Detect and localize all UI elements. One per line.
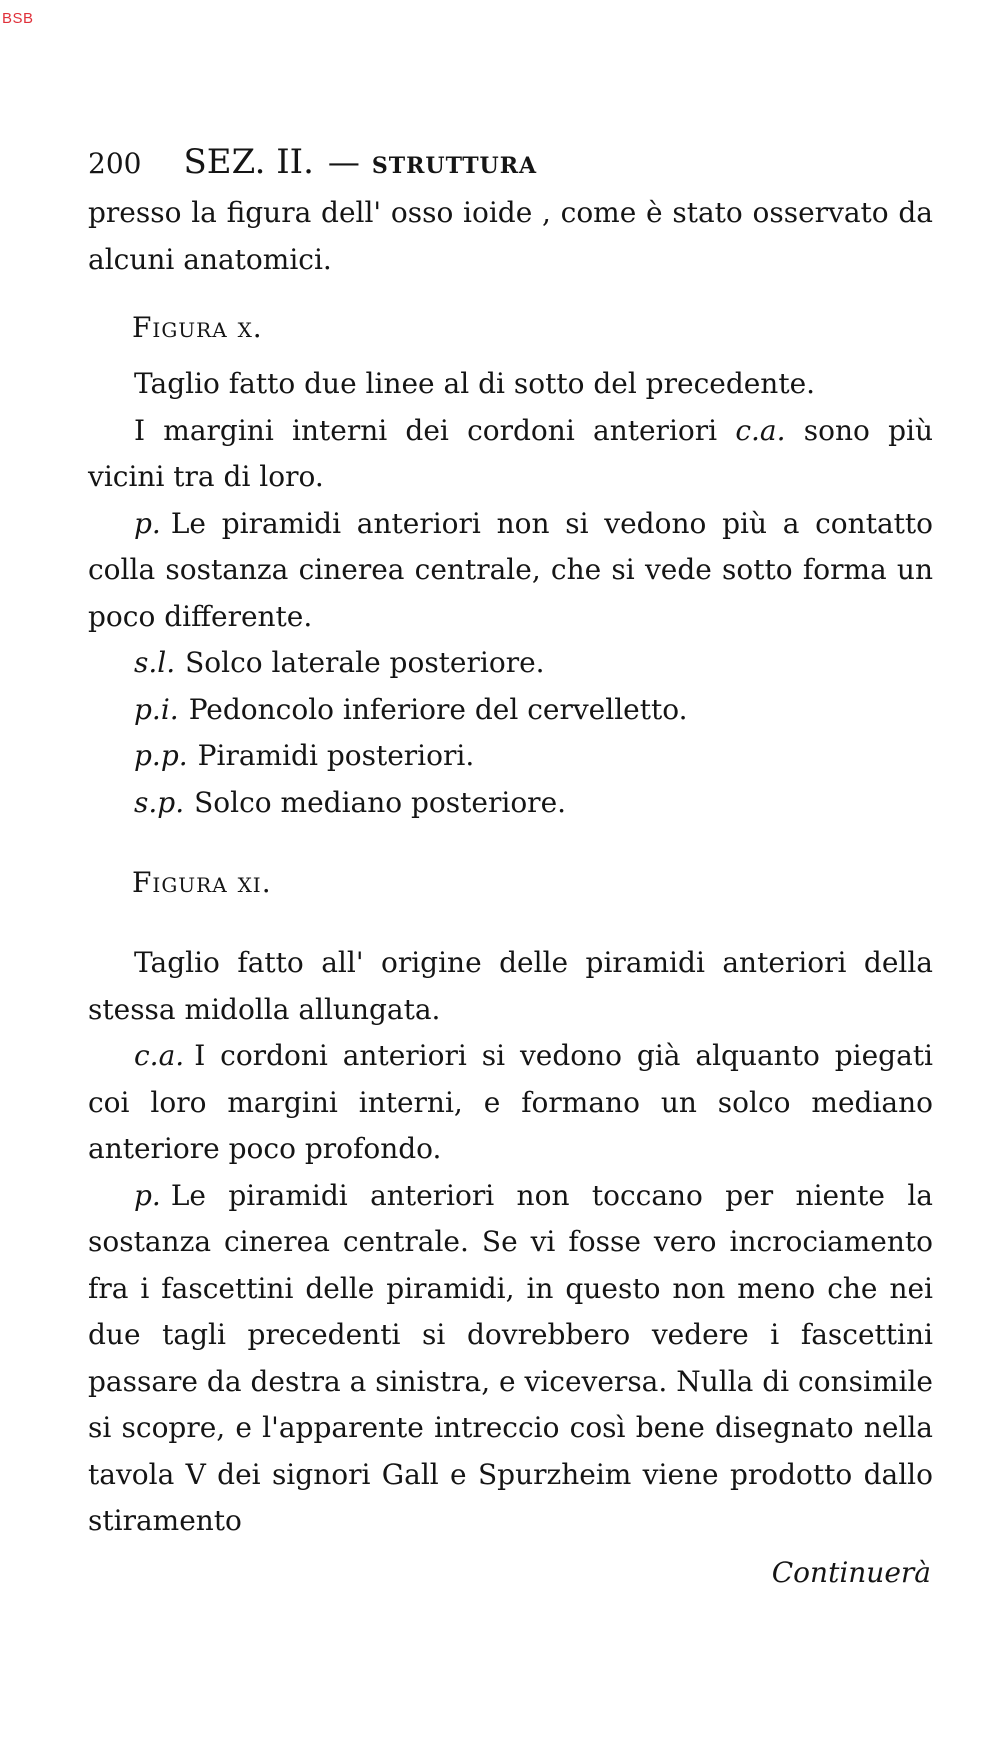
library-watermark: BSB (2, 10, 34, 27)
figure-10-p2-text-a: I margini interni dei cordoni anteriori (134, 413, 736, 447)
running-head-title: STRUTTURA (371, 153, 538, 179)
figure-10-item (88, 687, 933, 734)
figure-11-heading: Figura xi. (132, 866, 272, 899)
figure-10-item (88, 501, 933, 641)
figure-11-item (88, 1173, 933, 1545)
figure-11-item (88, 1033, 933, 1173)
catchword: Continuerà (771, 1555, 931, 1589)
running-head-dash: — (327, 143, 360, 181)
item-text: Solco laterale posteriore. (185, 646, 545, 679)
item-abbreviation: c.a. (134, 1039, 185, 1072)
item-abbreviation: s.l. (134, 646, 176, 679)
figure-10-p2-text-b: sono più vicini tra di loro. (88, 413, 933, 493)
figure-10-heading: Figura x. (132, 311, 263, 344)
figure-10-p2-abbr: c.a. (735, 413, 786, 447)
figure-10-paragraph-2 (88, 408, 933, 501)
figure-10-item (88, 733, 933, 780)
item-text: Le piramidi anteriori non toccano per niente la sostanza cinerea centrale. Se vi fosse vero incrociamento fra i fascettini delle piramidi, in questo non meno che nei due tagli precedenti si dovrebbero vedere i fascettini passare da destra a sinistra, e viceversa. Nulla di consimile si scopre, e l'apparente intreccio così bene disegnato nella tavola V dei signori Gall e Spurzheim viene prodotto dallo stiramento (88, 1178, 933, 1537)
item-text: I cordoni anteriori si vedono già alquanto piegati coi loro margini interni, e formano un solco mediano anteriore poco profondo. (88, 1039, 933, 1165)
figure-11-paragraph-1: Taglio fatto all' origine delle piramidi anteriori della stessa midolla allungata. (88, 946, 933, 1026)
item-text: Solco mediano posteriore. (194, 785, 567, 819)
item-abbreviation: p. (134, 506, 161, 540)
section-label: SEZ. II. (183, 142, 314, 182)
running-head (88, 140, 933, 190)
figure-10-item (88, 640, 933, 687)
item-abbreviation: p. (134, 1178, 161, 1212)
item-text: Le piramidi anteriori non si vedono più a contatto colla sostanza cinerea centrale, che si vede sotto forma un poco differente. (88, 506, 933, 633)
intro-paragraph: presso la figura dell' osso ioide , come è stato osservato da alcuni anatomici. (88, 196, 933, 276)
item-text: Piramidi posteriori. (197, 739, 475, 772)
figure-10-item (88, 780, 933, 827)
figure-10-paragraph-1: Taglio fatto due linee al di sotto del precedente. (134, 367, 816, 400)
item-abbreviation: p.p. (134, 739, 188, 772)
item-abbreviation: p.i. (134, 692, 179, 726)
page-number: 200 (88, 147, 142, 180)
item-text: Pedoncolo inferiore del cervelletto. (188, 692, 688, 726)
item-abbreviation: s.p. (134, 785, 185, 819)
book-page (88, 140, 933, 1595)
